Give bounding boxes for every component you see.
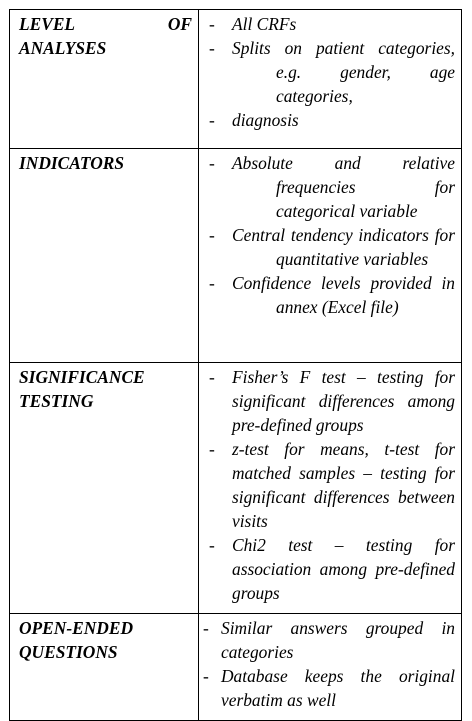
list-item	[199, 616, 455, 664]
dash-bullet: -	[203, 666, 209, 686]
dash-bullet: -	[209, 38, 215, 58]
bullet-list	[199, 365, 455, 605]
list-item	[199, 12, 455, 36]
dash-bullet: -	[209, 153, 215, 173]
list-item-text: Absolute and relative frequencies for categorical variable	[232, 153, 455, 221]
dash-bullet: -	[209, 225, 215, 245]
list-item	[199, 664, 455, 712]
row-content	[199, 10, 462, 149]
dash-bullet: -	[209, 439, 215, 459]
dash-bullet: -	[209, 110, 215, 130]
row-content	[199, 363, 462, 614]
list-item-text: diagnosis	[232, 110, 299, 130]
dash-bullet: -	[209, 535, 215, 555]
row-content	[199, 149, 462, 363]
list-item	[199, 437, 455, 533]
list-item	[199, 271, 455, 319]
dash-bullet: -	[209, 14, 215, 34]
row-label: INDICATORS	[10, 149, 199, 363]
row-label: SIGNIFICANCE TESTING	[10, 363, 199, 614]
list-item	[199, 108, 455, 132]
dash-bullet: -	[209, 273, 215, 293]
list-item-text: All CRFs	[232, 14, 297, 34]
bullet-list	[199, 12, 455, 132]
dash-bullet: -	[209, 367, 215, 387]
list-item-text: Database keeps the original verbatim as well	[221, 666, 455, 710]
table-row-level-of-analyses	[10, 10, 462, 149]
list-item-text: Chi2 test – testing for association among pre-defined groups	[232, 535, 455, 603]
list-item	[199, 365, 455, 437]
table-row-open-ended-questions	[10, 614, 462, 721]
list-item	[199, 151, 455, 223]
list-item-text: Fisher’s F test – testing for significant differences among pre-defined groups	[232, 367, 455, 435]
row-label: OPEN-ENDED QUESTIONS	[10, 614, 199, 721]
list-item-text: z-test for means, t-test for matched samples – testing for significant differences between visits	[232, 439, 455, 531]
row-content	[199, 614, 462, 721]
row-label: LEVEL OF ANALYSES	[10, 10, 199, 149]
list-item	[199, 36, 455, 108]
bullet-list	[199, 616, 455, 712]
list-item-text: Similar answers grouped in categories	[221, 618, 455, 662]
list-item	[199, 223, 455, 271]
list-item-text: Splits on patient categories, e.g. gender, age categories,	[232, 38, 455, 106]
list-item-text: Confidence levels provided in annex (Excel file)	[232, 273, 455, 317]
list-item-text: Central tendency indicators for quantitative variables	[232, 225, 455, 269]
dash-bullet: -	[203, 618, 209, 638]
table-row-indicators	[10, 149, 462, 363]
analysis-table	[9, 9, 462, 721]
list-item	[199, 533, 455, 605]
table-row-significance-testing	[10, 363, 462, 614]
bullet-list	[199, 151, 455, 319]
